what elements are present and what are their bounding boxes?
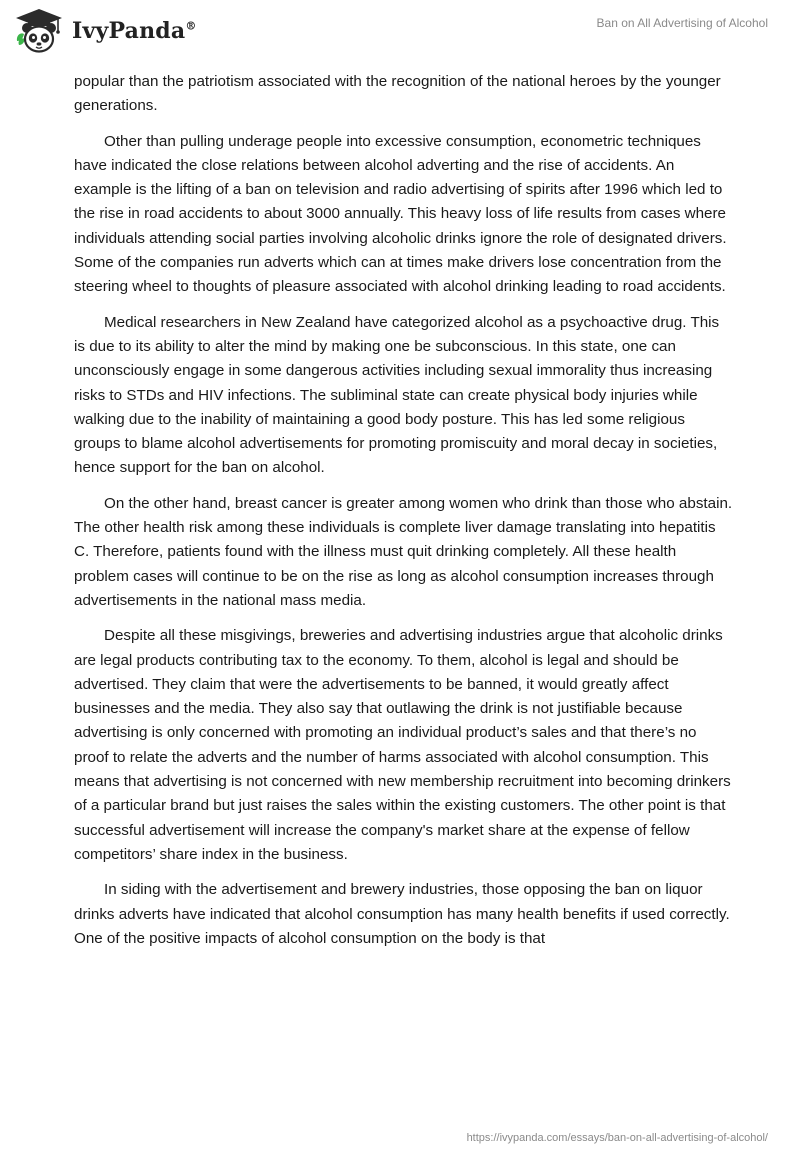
paragraph: In siding with the advertisement and brewery industries, those opposing the ban on liquor drinks adverts have indicated that alcohol consumption has many health benefits if used correctly. One of the positive impacts of alcohol consumption on the body is that xyxy=(74,881,730,947)
panda-graduation-cap-icon xyxy=(14,7,64,55)
page-header xyxy=(0,0,800,70)
paragraph: Despite all these misgivings, breweries and advertising industries argue that alcoholic drinks are legal products contributing tax to the economy. To them, alcohol is legal and should be advertised. They claim that were the advertisements to be banned, it would greatly affect businesses and the media. They also say that outlawing the drink is not justifiable because advertising is only concerned with promoting an individual product’s sales and that there’s no proof to relate the adverts and the number of harms associated with alcohol consumption. This means that advertising is not concerned with new membership recruitment into becoming drinkers of a particular brand but just raises the sales within the existing customers. The other point is that successful advertisement will increase the company's market share at the expense of fellow competitors’ share index in the business. xyxy=(74,627,731,863)
paragraph: On the other hand, breast cancer is greater among women who drink than those who abstain. The other health risk among these individuals is complete liver damage translating into hepatitis C. Therefore, patients found with the illness must quit drinking completely. All these health problem cases will continue to be on the rise as long as alcohol consumption increases through advertisements in the national mass media. xyxy=(74,494,733,609)
paragraph: Medical researchers in New Zealand have categorized alcohol as a psychoactive drug. This is due to its ability to alter the mind by making one be subconscious. In this state, one can unconsciously engage in some dangerous activities including sexual immorality thus increasing risks to STDs and HIV infections. The subliminal state can create physical body injuries while walking due to the inability of maintaining a good body posture. This has led some religious groups to blame alcohol advertisements for promoting promiscuity and moral decay in societies, hence support for the ban on alcohol. xyxy=(74,313,720,477)
brand-name: IvyPanda® xyxy=(72,18,197,44)
document-title: Ban on All Advertising of Alcohol xyxy=(596,16,768,30)
ivypanda-logo[interactable] xyxy=(14,6,197,56)
paragraph: Other than pulling underage people into excessive consumption, econometric techniques have indicated the close relations between alcohol adverting and the rise of accidents. An example is the lifting of a ban on television and radio advertising of spirits after 1996 which led to the rise in road accidents to about 3000 annually. This heavy loss of life results from cases where individuals attending social parties involving alcoholic drinks ignore the role of designated drivers. Some of the companies run adverts which can at times make drivers lose concentration from the steering wheel to thoughts of pleasure associated with alcohol drinking leading to road accidents. xyxy=(74,132,727,296)
essay-body xyxy=(74,70,734,962)
registered-mark: ® xyxy=(185,19,197,33)
source-url: https://ivypanda.com/essays/ban-on-all-advertising-of-alcohol/ xyxy=(466,1132,768,1144)
paragraph: popular than the patriotism associated with the recognition of the national heroes by the younger generations. xyxy=(74,73,721,115)
